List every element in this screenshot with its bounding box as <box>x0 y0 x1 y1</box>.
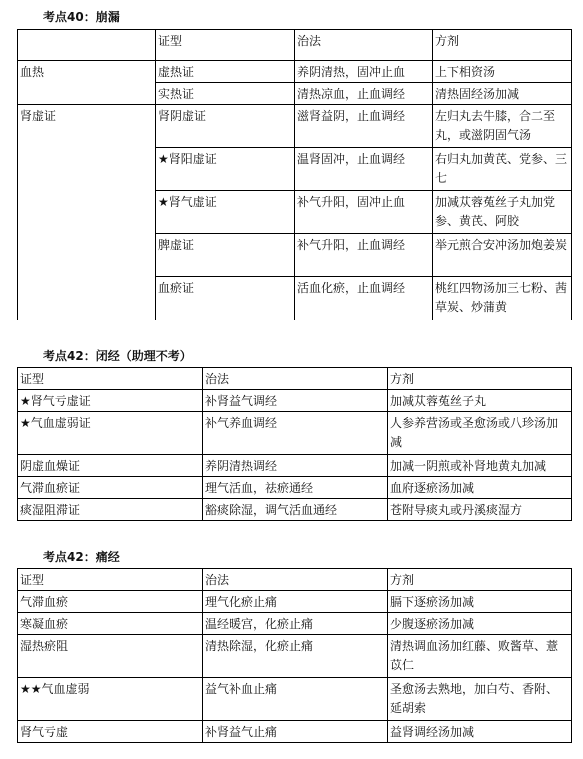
table-row <box>18 61 572 83</box>
header-syndrome: 证型 <box>18 569 203 591</box>
syndrome-cell: 肾气亏虚 <box>18 721 203 743</box>
category-cell: 血热 <box>18 61 156 105</box>
formula-cell: 上下相资汤 <box>433 61 572 83</box>
syndrome-cell: ★气血虚弱证 <box>18 412 203 455</box>
therapy-cell: 滋肾益阴，止血调经 <box>295 105 433 148</box>
table-benglou <box>17 29 572 320</box>
header-therapy: 治法 <box>203 368 388 390</box>
therapy-cell: 补肾益气调经 <box>203 390 388 412</box>
therapy-cell: 温肾固冲，止血调经 <box>295 148 433 191</box>
syndrome-cell: 血瘀证 <box>156 277 295 320</box>
syndrome-cell: 阴虚血燥证 <box>18 455 203 477</box>
table-bijing <box>17 367 572 521</box>
formula-cell: 加减一阴煎或补肾地黄丸加减 <box>388 455 572 477</box>
table-row <box>18 678 572 721</box>
syndrome-cell: 实热证 <box>156 83 295 105</box>
syndrome-cell: 痰湿阻滞证 <box>18 499 203 521</box>
formula-cell: 加减苁蓉菟丝子丸 <box>388 390 572 412</box>
section-title-tongjing: 考点42：痛经 <box>43 550 120 564</box>
therapy-cell: 理气化瘀止痛 <box>203 591 388 613</box>
syndrome-cell: 寒凝血瘀 <box>18 613 203 635</box>
syndrome-cell: ★肾阳虚证 <box>156 148 295 191</box>
therapy-cell: 益气补血止痛 <box>203 678 388 721</box>
therapy-cell: 补气升阳，固冲止血 <box>295 191 433 234</box>
table-row <box>18 499 572 521</box>
table-tongjing <box>17 568 572 743</box>
therapy-cell: 温经暖宫，化瘀止痛 <box>203 613 388 635</box>
header-formula: 方剂 <box>433 30 572 61</box>
formula-cell: 人参养营汤或圣愈汤或八珍汤加减 <box>388 412 572 455</box>
section-title-bengLou: 考点40：崩漏 <box>43 10 120 24</box>
formula-cell: 苍附导痰丸或丹溪痰湿方 <box>388 499 572 521</box>
syndrome-cell: 湿热瘀阻 <box>18 635 203 678</box>
table-row <box>18 721 572 743</box>
formula-cell: 益肾调经汤加减 <box>388 721 572 743</box>
formula-cell: 圣愈汤去熟地，加白芍、香附、延胡索 <box>388 678 572 721</box>
table-row <box>18 390 572 412</box>
formula-cell: 清热调血汤加红藤、败酱草、薏苡仁 <box>388 635 572 678</box>
header-formula: 方剂 <box>388 569 572 591</box>
header-syndrome: 证型 <box>18 368 203 390</box>
formula-cell: 右归丸加黄芪、党参、三七 <box>433 148 572 191</box>
table-row <box>18 477 572 499</box>
formula-cell: 少腹逐瘀汤加减 <box>388 613 572 635</box>
syndrome-cell: ★肾气亏虚证 <box>18 390 203 412</box>
therapy-cell: 活血化瘀，止血调经 <box>295 277 433 320</box>
table-row <box>18 412 572 455</box>
syndrome-cell: 脾虚证 <box>156 234 295 277</box>
therapy-cell: 养阴清热调经 <box>203 455 388 477</box>
header-formula: 方剂 <box>388 368 572 390</box>
table-header-row <box>18 569 572 591</box>
header-syndrome: 证型 <box>156 30 295 61</box>
therapy-cell: 补气养血调经 <box>203 412 388 455</box>
syndrome-cell: 气滞血瘀证 <box>18 477 203 499</box>
table-row <box>18 591 572 613</box>
therapy-cell: 清热凉血，止血调经 <box>295 83 433 105</box>
syndrome-cell: ★★气血虚弱 <box>18 678 203 721</box>
table-header-row <box>18 30 572 61</box>
header-therapy: 治法 <box>295 30 433 61</box>
table-row <box>18 105 572 148</box>
section-title-bijing: 考点42：闭经（助理不考） <box>43 349 192 363</box>
therapy-cell: 豁痰除湿，调气活血通经 <box>203 499 388 521</box>
syndrome-cell: 气滞血瘀 <box>18 591 203 613</box>
formula-cell: 清热固经汤加减 <box>433 83 572 105</box>
table-row <box>18 635 572 678</box>
table-row <box>18 613 572 635</box>
therapy-cell: 补气升阳，止血调经 <box>295 234 433 277</box>
formula-cell: 左归丸去牛膝，合二至丸，或滋阴固气汤 <box>433 105 572 148</box>
formula-cell: 加减苁蓉菟丝子丸加党参、黄芪、阿胶 <box>433 191 572 234</box>
formula-cell: 膈下逐瘀汤加减 <box>388 591 572 613</box>
syndrome-cell: 虚热证 <box>156 61 295 83</box>
therapy-cell: 养阴清热，固冲止血 <box>295 61 433 83</box>
header-category <box>18 30 156 61</box>
table-header-row <box>18 368 572 390</box>
therapy-cell: 清热除湿，化瘀止痛 <box>203 635 388 678</box>
syndrome-cell: ★肾气虚证 <box>156 191 295 234</box>
formula-cell: 血府逐瘀汤加减 <box>388 477 572 499</box>
syndrome-cell: 肾阴虚证 <box>156 105 295 148</box>
header-therapy: 治法 <box>203 569 388 591</box>
formula-cell: 桃红四物汤加三七粉、茜草炭、炒蒲黄 <box>433 277 572 320</box>
therapy-cell: 理气活血，祛瘀通经 <box>203 477 388 499</box>
formula-cell: 举元煎合安冲汤加炮姜炭 <box>433 234 572 277</box>
category-cell: 肾虚证 <box>18 105 156 320</box>
therapy-cell: 补肾益气止痛 <box>203 721 388 743</box>
table-row <box>18 455 572 477</box>
